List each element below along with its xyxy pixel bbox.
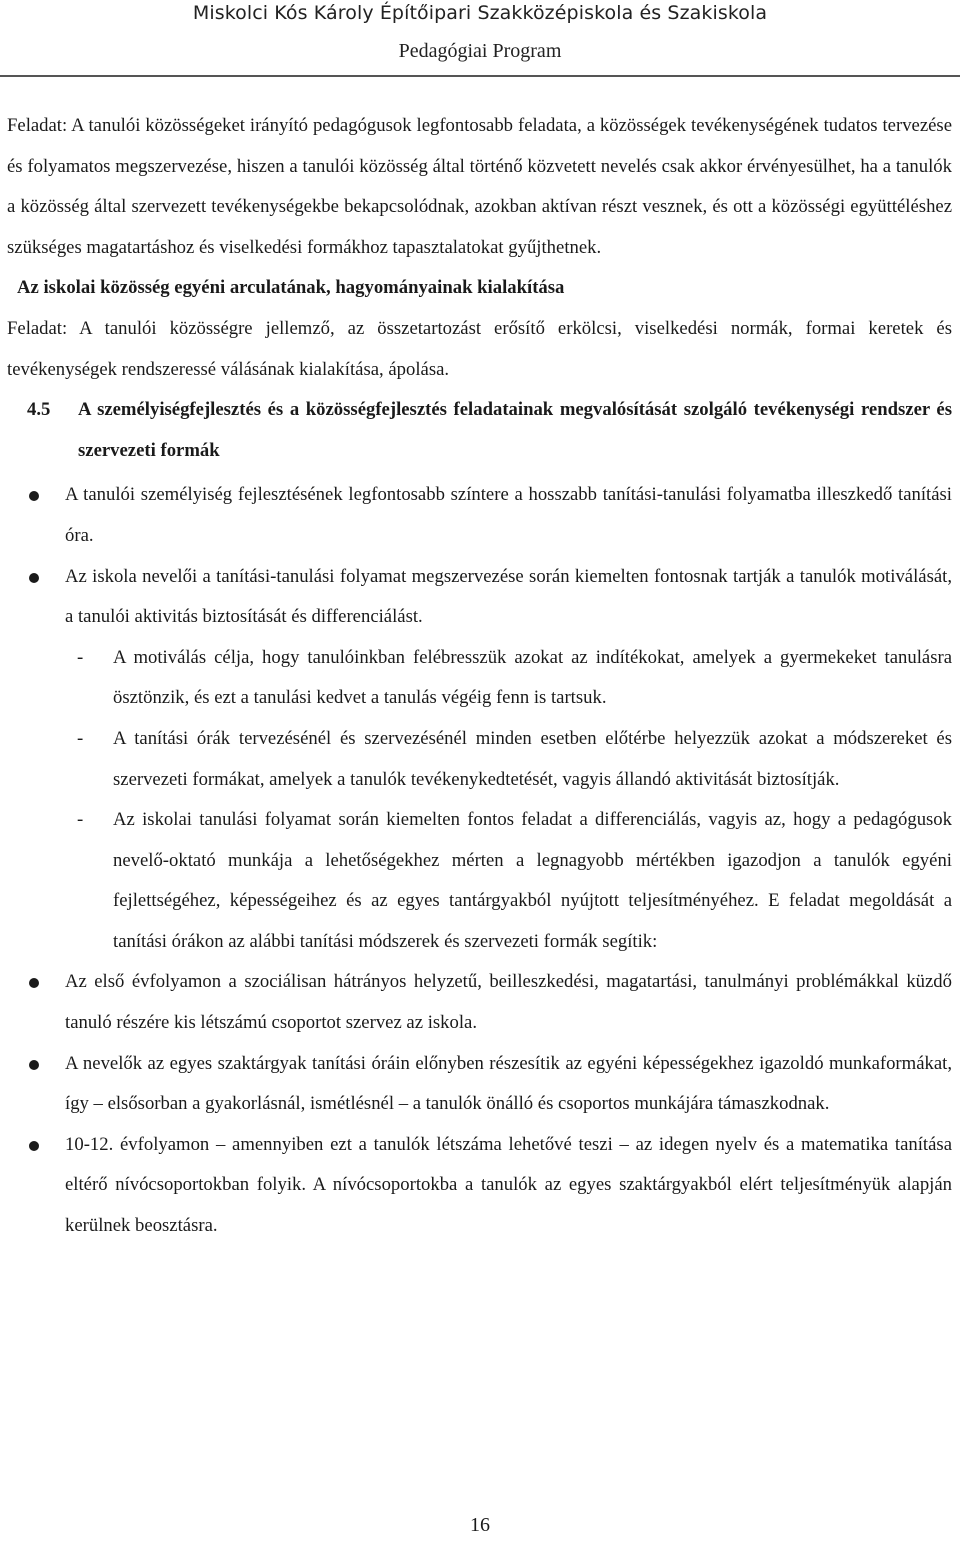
- list-item-text: A tanítási órák tervezésénél és szervezésénél minden esetben előtérbe helyezzük azokat a módszereket és szervezeti formákat, amelyek a tanulók tevékenykedtetését, vagyis állandó aktivitását biztosítják.: [113, 727, 952, 790]
- bullet-list-top: [7, 475, 952, 637]
- list-item-text: A nevelők az egyes szaktárgyak tanítási óráin előnyben részesítik az egyéni képességekhez igazoldó munkaformákat, így – elsősorban a gyakorlásnál, ismétlésnél – a tanulók önálló és csoportos munkájára támaszkodnak.: [65, 1052, 952, 1115]
- list-item: [7, 557, 952, 638]
- bullet-icon: [29, 491, 39, 501]
- subheading: Az iskolai közösség egyéni arculatának, hagyományainak kialakítása: [17, 277, 565, 299]
- dash-marker: -: [77, 646, 84, 668]
- list-item-text: A motiválás célja, hogy tanulóinkban felébresszük azokat az indítékokat, amelyek a gyermekeket tanulásra ösztönzik, és ezt a tanulási kedvet a tanulás végéig fenn is tartsuk.: [113, 646, 952, 709]
- dash-list: [7, 638, 952, 963]
- dash-marker: -: [77, 727, 84, 749]
- bullet-list-bottom: [7, 962, 952, 1246]
- header-document-title: Pedagógiai Program: [398, 40, 562, 62]
- page-number: 16: [470, 1514, 490, 1536]
- list-item-text: Az első évfolyamon a szociálisan hátrányos helyzetű, beilleszkedési, magatartási, tanulmányi problémákkal küzdő tanuló részére kis létszámú csoportot szervez az iskola.: [65, 971, 952, 1034]
- list-item: [7, 800, 952, 962]
- list-item-text: Az iskolai tanulási folyamat során kiemelten fontos feladat a differenciálás, vagyis az, hogy a pedagógusok nevelő-oktató munkája a lehetőségekhez mérten a legnagyobb mértékben igazodjon a tanulók egyéni fejlettségéhez, képességeihez és az egyes tantárgyakból nyújtott teljesítményéhez. E feladat megoldását a tanítási órákon az alábbi tanítási módszerek és szervezeti formák segítik:: [113, 809, 952, 952]
- bullet-icon: [29, 1060, 39, 1070]
- header-school-name: Miskolci Kós Károly Építőipari Szakközépiskola és Szakiskola: [192, 2, 768, 24]
- list-item: [7, 638, 952, 719]
- list-item: [7, 719, 952, 800]
- bullet-icon: [29, 573, 39, 583]
- section-heading: [7, 390, 952, 471]
- list-item: [7, 962, 952, 1043]
- document-body: [7, 106, 952, 1247]
- list-item: [7, 1125, 952, 1247]
- section-title: A személyiségfejlesztés és a közösségfejlesztés feladatainak megvalósítását szolgáló tevékenységi rendszer és szervezeti formák: [78, 399, 952, 461]
- subheading-paragraph: Feladat: A tanulói közösségre jellemző, az összetartozást erősítő erkölcsi, viselkedési normák, formai keretek és tevékenységek rendszeressé válásának kialakítása, ápolása.: [7, 317, 952, 380]
- list-item-text: 10-12. évfolyamon – amennyiben ezt a tanulók létszáma lehetővé teszi – az idegen nyelv és a matematika tanítása eltérő nívócsoportokban folyik. A nívócsoportokba a tanulók az egyes szaktárgyakból elért teljesítményük alapján kerülnek beosztásra.: [65, 1133, 952, 1237]
- bullet-icon: [29, 978, 39, 988]
- section-number: 4.5: [27, 399, 51, 421]
- list-item-text: Az iskola nevelői a tanítási-tanulási folyamat megszervezése során kiemelten fontosnak tartják a tanulók motiválását, a tanulói aktivitás biztosítását és differenciálást.: [65, 565, 952, 628]
- list-item: [7, 1044, 952, 1125]
- list-item-text: A tanulói személyiség fejlesztésének legfontosabb színtere a hosszabb tanítási-tanulási folyamatba illeszkedő tanítási óra.: [65, 484, 952, 546]
- intro-paragraph: Feladat: A tanulói közösségeket irányító pedagógusok legfontosabb feladata, a közösségek tevékenységének tudatos tervezése és folyamatos megszervezése, hiszen a tanulói közösség által történő közvetett nevelés csak akkor érvényesülhet, ha a tanulók a közösség által szervezett tevékenységekbe bekapcsolódnak, azokban aktívan részt vesznek, és ott a közösségi együttéléshez szükséges magatartáshoz és viselkedési formákhoz tapasztalatokat gyűjthetnek.: [7, 115, 952, 258]
- bullet-icon: [29, 1141, 39, 1151]
- dash-marker: -: [77, 809, 84, 831]
- list-item: [7, 475, 952, 556]
- header-divider: [0, 75, 960, 77]
